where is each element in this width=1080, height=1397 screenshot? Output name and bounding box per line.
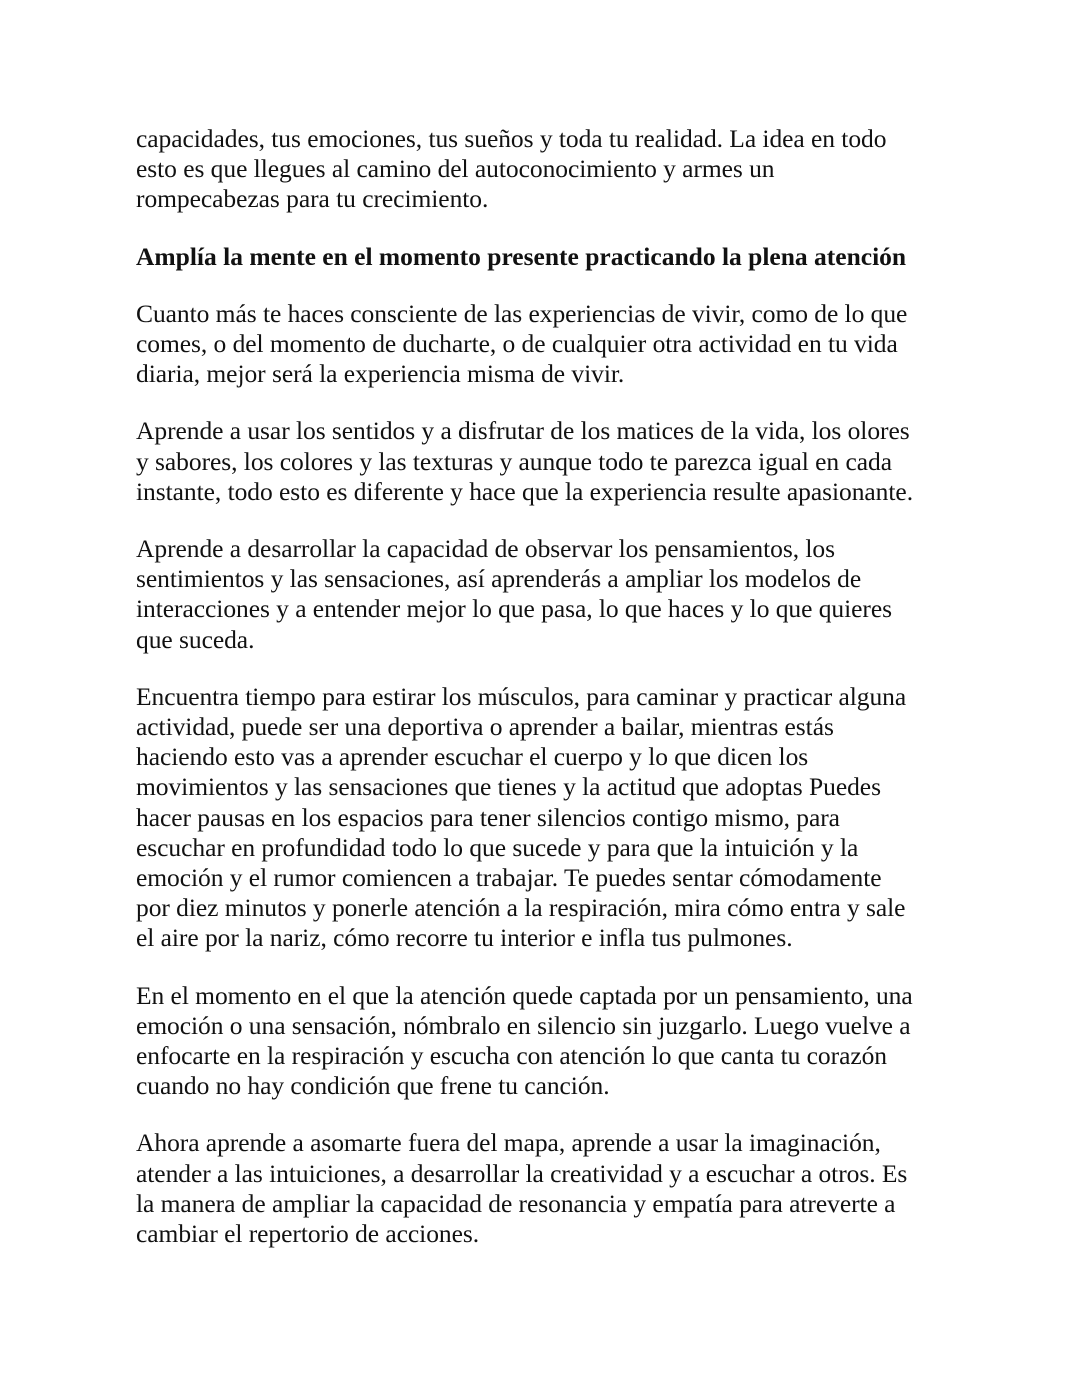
paragraph-intro-continuation: capacidades, tus emociones, tus sueños y toda tu realidad. La idea en todo esto es que llegues al camino del autoconocimiento y armes un rompecabezas para tu crecimiento.: [136, 124, 887, 214]
paragraph-imagination: Ahora aprende a asomarte fuera del mapa, aprende a usar la imaginación, atender a las intuiciones, a desarrollar la creatividad y a escuchar a otros. Es la manera de ampliar la capacidad de resonancia y empatía para atreverte a cambiar el repertorio de acciones.: [136, 1128, 908, 1249]
paragraph-observe-thoughts: Aprende a desarrollar la capacidad de observar los pensamientos, los sentimientos y las sensaciones, así aprenderás a ampliar los modelos de interacciones y a entender mejor lo que pasa, lo que haces y lo que quieres que suceda.: [136, 534, 892, 654]
document-body: [136, 124, 956, 1276]
section-heading: Amplía la mente en el momento presente practicando la plena atención: [136, 241, 907, 271]
paragraph-consciousness: Cuanto más te haces consciente de las experiencias de vivir, como de lo que comes, o del momento de ducharte, o de cualquier otra actividad en tu vida diaria, mejor será la experiencia misma de vivir.: [136, 298, 908, 389]
paragraph-body-movement: Encuentra tiempo para estirar los músculos, para caminar y practicar alguna actividad, puede ser una deportiva o aprender a bailar, mientras estás haciendo esto vas a aprender escuchar el cuerpo y lo que dicen los movimientos y las sensaciones que tienes y la actitud que adoptas Puedes hacer pausas en los espacios para tener silencios contigo mismo, para escuchar en profundidad todo lo que sucede y para que la intuición y la emoción y el rumor comiencen a trabajar. Te puedes sentar cómodamente por diez minutos y ponerle atención a la respiración, mira cómo entra y sale el aire por la nariz, cómo recorre tu interior e infla tus pulmones.: [136, 681, 907, 953]
paragraph-attention: En el momento en el que la atención quede captada por un pensamiento, una emoción o una sensación, nómbralo en silencio sin juzgarlo. Luego vuelve a enfocarte en la respiración y escucha con atención lo que canta tu corazón cuando no hay condición que frene tu canción.: [136, 980, 913, 1101]
paragraph-senses: Aprende a usar los sentidos y a disfrutar de los matices de la vida, los olores y sabores, los colores y las texturas y aunque todo te parezca igual en cada instante, todo esto es diferente y hace que la experiencia resulte apasionante.: [136, 416, 914, 506]
